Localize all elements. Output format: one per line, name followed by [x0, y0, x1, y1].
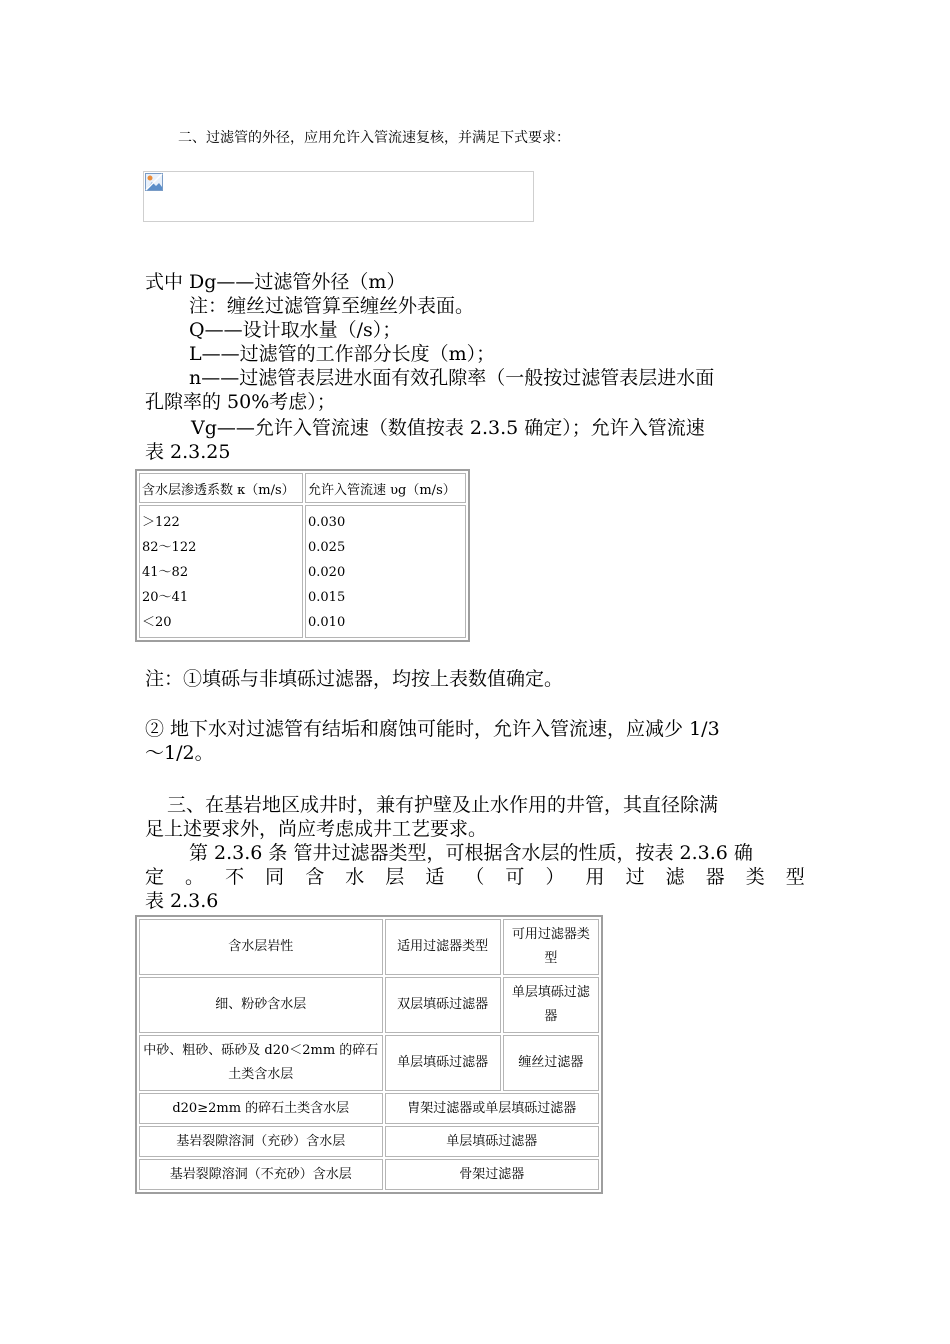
table1-k-cell: [139, 505, 303, 638]
table2-cell: 单层填砾过滤器: [385, 1035, 501, 1091]
table1-v-value: 0.030: [308, 515, 346, 530]
def-q: Q——设计取水量（/s）；: [189, 319, 402, 341]
spaced-char: 同: [265, 866, 285, 888]
table2-cell: 细、粉砂含水层: [139, 977, 383, 1033]
note-1: 注：①填砾与非填砾过滤器，均按上表数值确定。: [145, 668, 564, 690]
table2-cell: 中砂、粗砂、砾砂及 d20＜2mm 的碎石土类含水层: [139, 1035, 383, 1091]
spaced-char: 适: [425, 866, 445, 888]
table1-v-value: 0.010: [308, 615, 346, 630]
table1-header-k: 含水层渗透系数 κ（m/s）: [139, 473, 303, 503]
spaced-char: 器: [705, 866, 725, 888]
flow-velocity-table: [135, 469, 470, 642]
table2-caption: 表 2.3.6: [145, 890, 219, 912]
table2-cell: 骨架过滤器: [385, 1159, 599, 1190]
article-236-line2: [145, 865, 805, 889]
article-236-line1: 第 2.3.6 条 管井过滤器类型，可根据含水层的性质，按表 2.3.6 确: [189, 842, 753, 864]
def-note: 注：缠丝过滤管算至缠丝外表面。: [189, 295, 475, 317]
spaced-char: 水: [345, 866, 365, 888]
spaced-char: 含: [305, 866, 325, 888]
spaced-char: 不: [225, 866, 245, 888]
table1-v-value: 0.015: [308, 590, 346, 605]
section-three: [145, 793, 805, 913]
table1-v-value: 0.020: [308, 565, 346, 580]
definitions: [145, 270, 805, 464]
table1-header-v: 允许入管流速 υg（m/s）: [305, 473, 466, 503]
spaced-char: 过: [625, 866, 645, 888]
spaced-char: 层: [385, 866, 405, 888]
table2-cell: 双层填砾过滤器: [385, 977, 501, 1033]
table2-cell: d20≥2mm 的碎石土类含水层: [139, 1093, 383, 1124]
def-l: L——过滤管的工作部分长度（m）；: [189, 343, 496, 365]
filter-type-table: [135, 915, 603, 1194]
note-2-line1: ② 地下水对过滤管有结垢和腐蚀可能时，允许入管流速，应减少 1/3: [145, 718, 720, 740]
spaced-char: 型: [785, 866, 805, 888]
def-n-1: n——过滤管表层进水面有效孔隙率（一般按过滤管表层进水面: [189, 367, 715, 389]
spaced-char: （: [465, 866, 485, 888]
table2-header-lithology: 含水层岩性: [139, 919, 383, 975]
spaced-char: ）: [545, 866, 565, 888]
def-dg: 式中 Dg——过滤管外径（m）: [145, 271, 406, 293]
table1-k-value: ＜20: [142, 615, 172, 630]
table1-v-value: 0.025: [308, 540, 346, 555]
formula-image: [143, 171, 534, 222]
spaced-char: 。: [185, 866, 205, 888]
table1-k-value: 41～82: [142, 565, 189, 580]
intro-text: 二、过滤管的外径，应用允许入管流速复核，并满足下式要求：: [178, 130, 570, 146]
table1-caption: 表 2.3.25: [145, 441, 231, 463]
spaced-char: 可: [505, 866, 525, 888]
spaced-char: 滤: [665, 866, 685, 888]
table1-k-value: ＞122: [142, 515, 180, 530]
section3-line1: 三、在基岩地区成井时，兼有护壁及止水作用的井管，其直径除满: [167, 794, 719, 816]
note-2-line2: ～1/2。: [145, 742, 214, 764]
spaced-char: 定: [145, 866, 165, 888]
table2-cell: 单层填砾过滤器: [503, 977, 599, 1033]
section3-line2: 足上述要求外，尚应考虑成井工艺要求。: [145, 818, 488, 840]
def-vg-1: Vg——允许入管流速（数值按表 2.3.5 确定）；允许入管流速: [191, 417, 705, 439]
table2-cell: 缠丝过滤器: [503, 1035, 599, 1091]
table1-k-value: 20～41: [142, 590, 189, 605]
spaced-char: 类: [745, 866, 765, 888]
spaced-char: 用: [585, 866, 605, 888]
table2-cell: 单层填砾过滤器: [385, 1126, 599, 1157]
broken-image-icon: [145, 173, 163, 191]
table1-k-value: 82～122: [142, 540, 197, 555]
table2-header-applicable: 适用过滤器类型: [385, 919, 501, 975]
table2-cell: 基岩裂隙溶洞（不充砂）含水层: [139, 1159, 383, 1190]
table2-cell: 胄架过滤器或单层填砾过滤器: [385, 1093, 599, 1124]
note-2: [145, 717, 805, 765]
table1-v-cell: [305, 505, 466, 638]
def-n-2: 孔隙率的 50%考虑）；: [145, 391, 336, 413]
table2-header-usable: 可用过滤器类型: [503, 919, 599, 975]
table2-cell: 基岩裂隙溶洞（充砂）含水层: [139, 1126, 383, 1157]
